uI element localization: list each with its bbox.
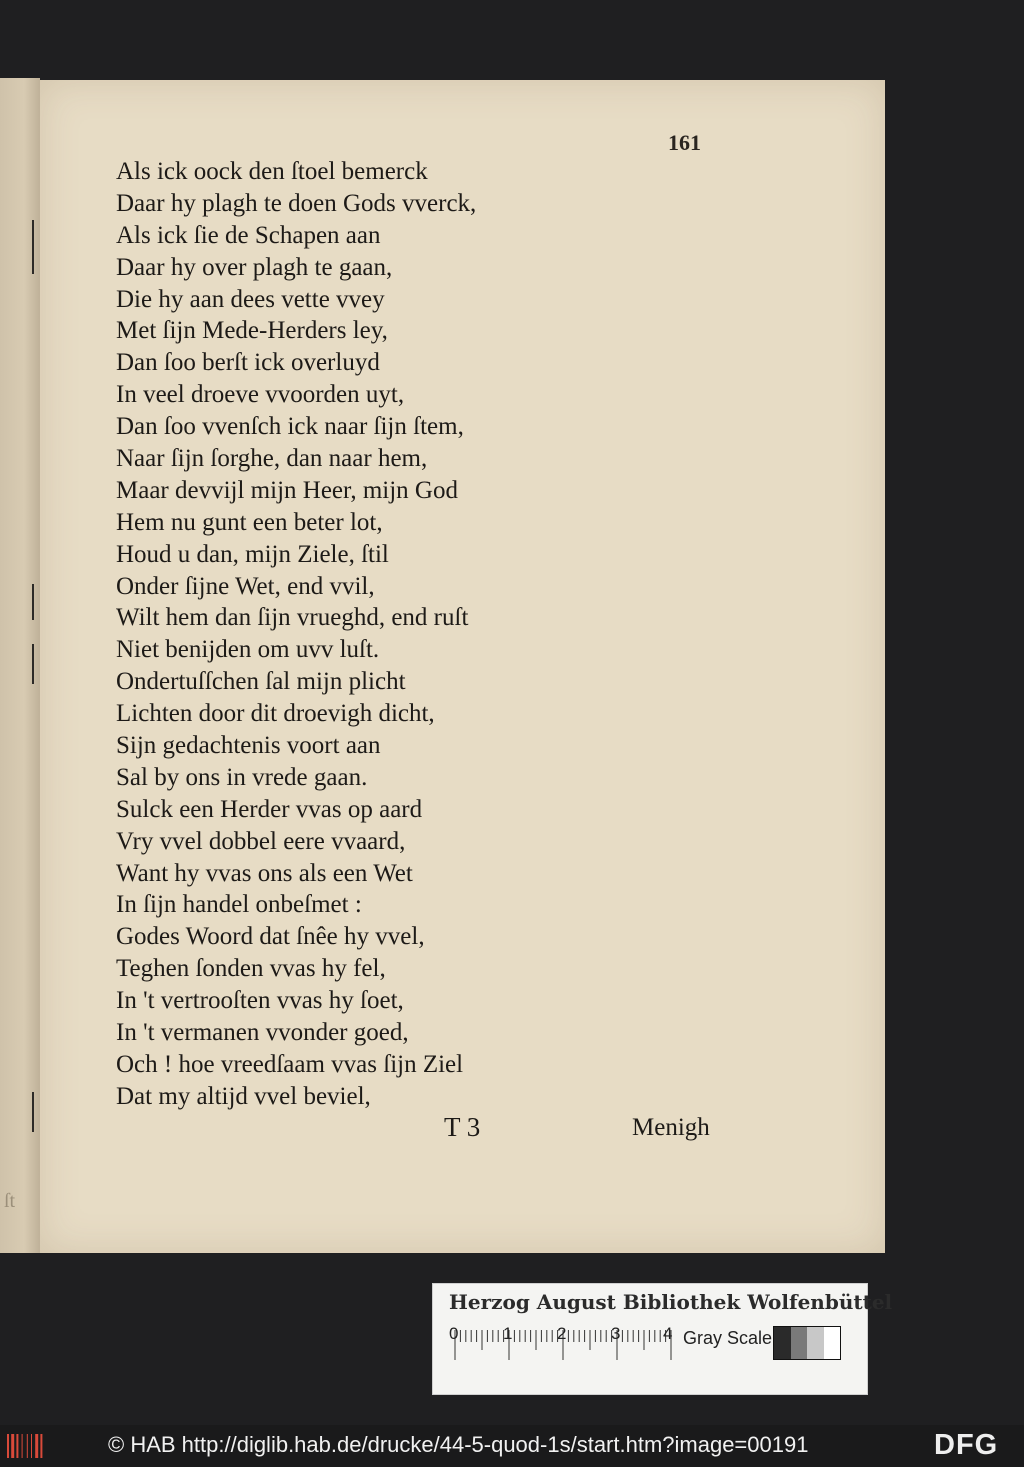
library-color-card bbox=[432, 1283, 893, 1395]
previous-page-edge bbox=[0, 78, 40, 1253]
verse-line: Sijn gedachtenis voort aan bbox=[116, 732, 381, 760]
verse-line: Teghen ſonden vvas hy fel, bbox=[116, 955, 386, 983]
ruler-label: 4 bbox=[663, 1324, 673, 1343]
gray-swatch bbox=[824, 1327, 841, 1359]
gray-swatch bbox=[774, 1327, 791, 1359]
ruler-label: 1 bbox=[503, 1324, 513, 1343]
footer-bar bbox=[0, 1425, 1024, 1467]
gray-swatch bbox=[807, 1327, 824, 1359]
verse-line: Want hy vvas ons als een Wet bbox=[116, 859, 413, 887]
copyright-url[interactable]: © HAB http://diglib.hab.de/drucke/44-5-quod-1s/start.htm?image=00191 bbox=[108, 1432, 809, 1457]
verse-line: Als ick oock den ſtoel bemerck bbox=[116, 158, 428, 185]
binding-thread bbox=[32, 584, 34, 620]
verse-line: Godes Woord dat ſnêe hy vvel, bbox=[116, 923, 425, 951]
signature-mark: T 3 bbox=[444, 1112, 481, 1142]
verse-line: In veel droeve vvoorden uyt, bbox=[116, 381, 405, 409]
verse-line: Vry vvel dobbel eere vvaard, bbox=[116, 827, 406, 855]
binding-thread bbox=[32, 644, 34, 684]
book-page bbox=[40, 80, 885, 1253]
verse-line: Sal by ons in vrede gaan. bbox=[116, 763, 368, 791]
barcode-icon bbox=[6, 1432, 46, 1460]
verse-line: Dat my altijd vvel beviel, bbox=[116, 1082, 371, 1110]
verse-line: Dan ſoo berſt ick overluyd bbox=[116, 349, 380, 377]
verse-line: Daar hy over plagh te gaan, bbox=[116, 253, 393, 281]
gray-swatch bbox=[791, 1327, 808, 1359]
gray-scale-label: Gray Scale bbox=[683, 1328, 773, 1348]
binding-thread bbox=[32, 1092, 34, 1132]
binding-thread bbox=[32, 220, 34, 274]
verse-line: Lichten door dit droevigh dicht, bbox=[116, 700, 435, 728]
ruler-scale bbox=[453, 1328, 693, 1364]
verse-line: Maar devvijl mijn Heer, mijn God bbox=[116, 476, 458, 504]
ruler-label: 0 bbox=[449, 1324, 459, 1343]
gray-scale-swatches bbox=[773, 1326, 841, 1360]
verse-line: Wilt hem dan ſijn vrueghd, end ruſt bbox=[116, 604, 469, 632]
verse-text bbox=[116, 156, 476, 1113]
verse-line: Ondertuſſchen ſal mijn plicht bbox=[116, 668, 406, 696]
dfg-logo: DFG bbox=[934, 1429, 999, 1461]
verse-line: Och ! hoe vreedſaam vvas ſijn Ziel bbox=[116, 1050, 464, 1078]
verse-line: In ſijn handel onbeſmet : bbox=[116, 891, 362, 919]
verse-line: Sulck een Herder vvas op aard bbox=[116, 795, 423, 823]
verse-line: Onder ſijne Wet, end vvil, bbox=[116, 572, 375, 600]
catchword: Menigh bbox=[632, 1114, 710, 1141]
verse-line: Daar hy plagh te doen Gods vverck, bbox=[116, 189, 477, 217]
verse-line: In 't vertrooſten vvas hy ſoet, bbox=[116, 987, 404, 1015]
verse-line: Houd u dan, mijn Ziele, ſtil bbox=[116, 540, 389, 568]
library-name: Herzog August Bibliothek Wolfenbüttel bbox=[449, 1290, 893, 1314]
ruler-label: 3 bbox=[611, 1324, 621, 1343]
folio-number: 161 bbox=[668, 130, 701, 155]
verse-line: Die hy aan dees vette vvey bbox=[116, 285, 385, 313]
previous-page-bleed-text: ſt bbox=[4, 1190, 16, 1212]
verse-line: In 't vermanen vvonder goed, bbox=[116, 1019, 409, 1047]
ruler-label: 2 bbox=[557, 1324, 567, 1343]
verse-line: Als ick ſie de Schapen aan bbox=[116, 221, 381, 249]
verse-line: Dan ſoo vvenſch ick naar ſijn ſtem, bbox=[116, 413, 464, 441]
verse-line: Naar ſijn ſorghe, dan naar hem, bbox=[116, 445, 428, 473]
verse-line: Hem nu gunt een beter lot, bbox=[116, 508, 383, 536]
verse-line: Met ſijn Mede-Herders ley, bbox=[116, 317, 388, 345]
verse-line: Niet benijden om uvv luſt. bbox=[116, 636, 380, 664]
